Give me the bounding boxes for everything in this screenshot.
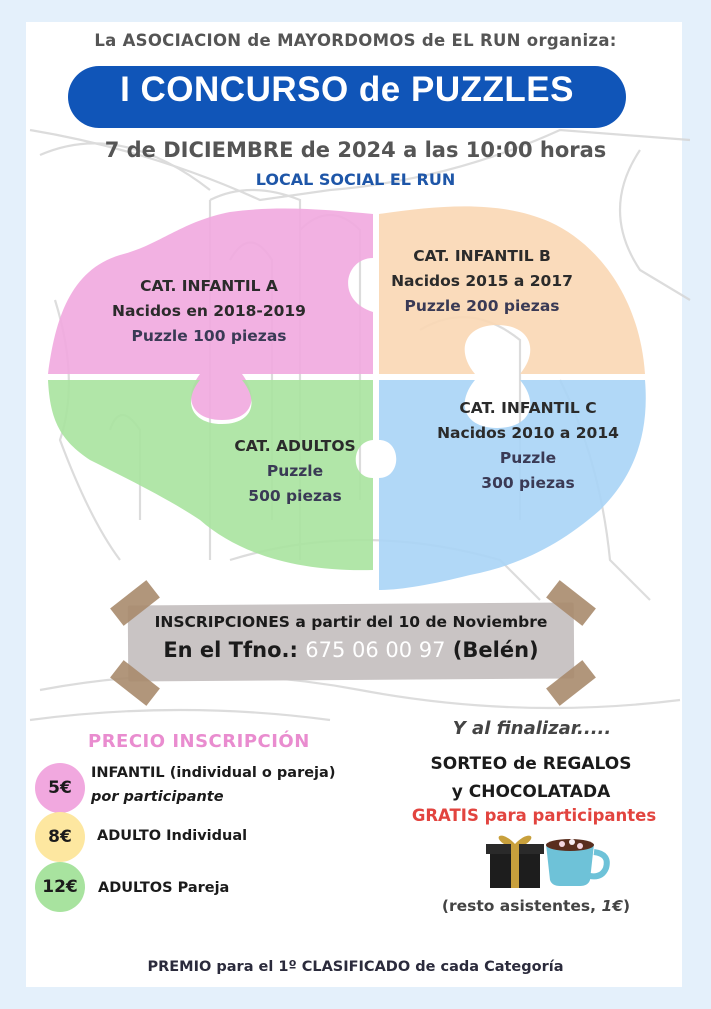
category-pieces: 500 piezas — [248, 487, 342, 505]
registration-phone — [128, 638, 574, 662]
rest-prefix: (resto asistentes, — [441, 897, 602, 915]
category-birth: Nacidos 2015 a 2017 — [391, 272, 573, 290]
category-name: CAT. INFANTIL C — [459, 399, 597, 417]
category-adultos — [210, 434, 380, 509]
raffle-line-2: y CHOCOLATADA — [451, 782, 611, 802]
category-name: CAT. ADULTOS — [234, 437, 356, 455]
category-puzzle-label: Puzzle — [499, 449, 557, 467]
price-badge-adulto: 8€ — [35, 812, 85, 862]
registration-label: INSCRIPCIONES — [154, 613, 290, 631]
price-note-infantil: por participante — [91, 789, 224, 805]
organizer-line: La ASOCIACION de MAYORDOMOS de EL RUN organiza: — [94, 31, 617, 50]
price-label-adulto: ADULTO Individual — [97, 828, 248, 844]
final-intro: Y al finalizar..... — [452, 718, 612, 739]
price-badge-adultos-pareja: 12€ — [35, 862, 85, 912]
prize-footer: PREMIO para el 1º CLASIFICADO de cada Categoría — [147, 959, 564, 975]
rest-suffix: ) — [623, 897, 631, 915]
raffle-line-1: SORTEO de REGALOS — [430, 754, 632, 774]
phone-contact: (Belén) — [445, 638, 539, 662]
raffle-text — [400, 750, 662, 806]
category-birth: Nacidos 2010 a 2014 — [437, 424, 619, 442]
hot-chocolate-mug-icon — [540, 836, 616, 888]
phone-label: En el Tfno.: — [163, 638, 306, 662]
price-title: PRECIO INSCRIPCIÓN — [88, 731, 310, 752]
free-for-participants: GRATIS para participantes — [411, 806, 657, 825]
rest-attendees — [406, 897, 666, 915]
category-puzzle-label: Puzzle — [266, 462, 324, 480]
price-label-infantil: INFANTIL (individual o pareja) — [91, 765, 336, 781]
page-title: I CONCURSO de PUZZLES — [120, 70, 574, 109]
price-badge-infantil: 5€ — [35, 763, 85, 813]
category-infantil-c — [420, 396, 636, 496]
registration-dates — [128, 613, 574, 631]
event-date: 7 de DICIEMBRE de 2024 a las 10:00 horas — [104, 138, 607, 162]
price-label-adultos-pareja: ADULTOS Pareja — [98, 880, 230, 896]
registration-start: a partir del 10 de Noviembre — [289, 613, 548, 631]
category-infantil-a — [100, 274, 318, 349]
category-puzzle: Puzzle 200 piezas — [404, 297, 560, 315]
event-location: LOCAL SOCIAL EL RUN — [255, 170, 456, 189]
phone-number[interactable]: 675 06 00 97 — [305, 638, 446, 662]
category-infantil-b — [378, 244, 586, 319]
category-name: CAT. INFANTIL B — [413, 247, 551, 265]
category-pieces: 300 piezas — [481, 474, 575, 492]
category-name: CAT. INFANTIL A — [140, 277, 278, 295]
category-birth: Nacidos en 2018-2019 — [112, 302, 306, 320]
category-puzzle: Puzzle 100 piezas — [131, 327, 287, 345]
rest-price: 1€ — [601, 897, 624, 915]
